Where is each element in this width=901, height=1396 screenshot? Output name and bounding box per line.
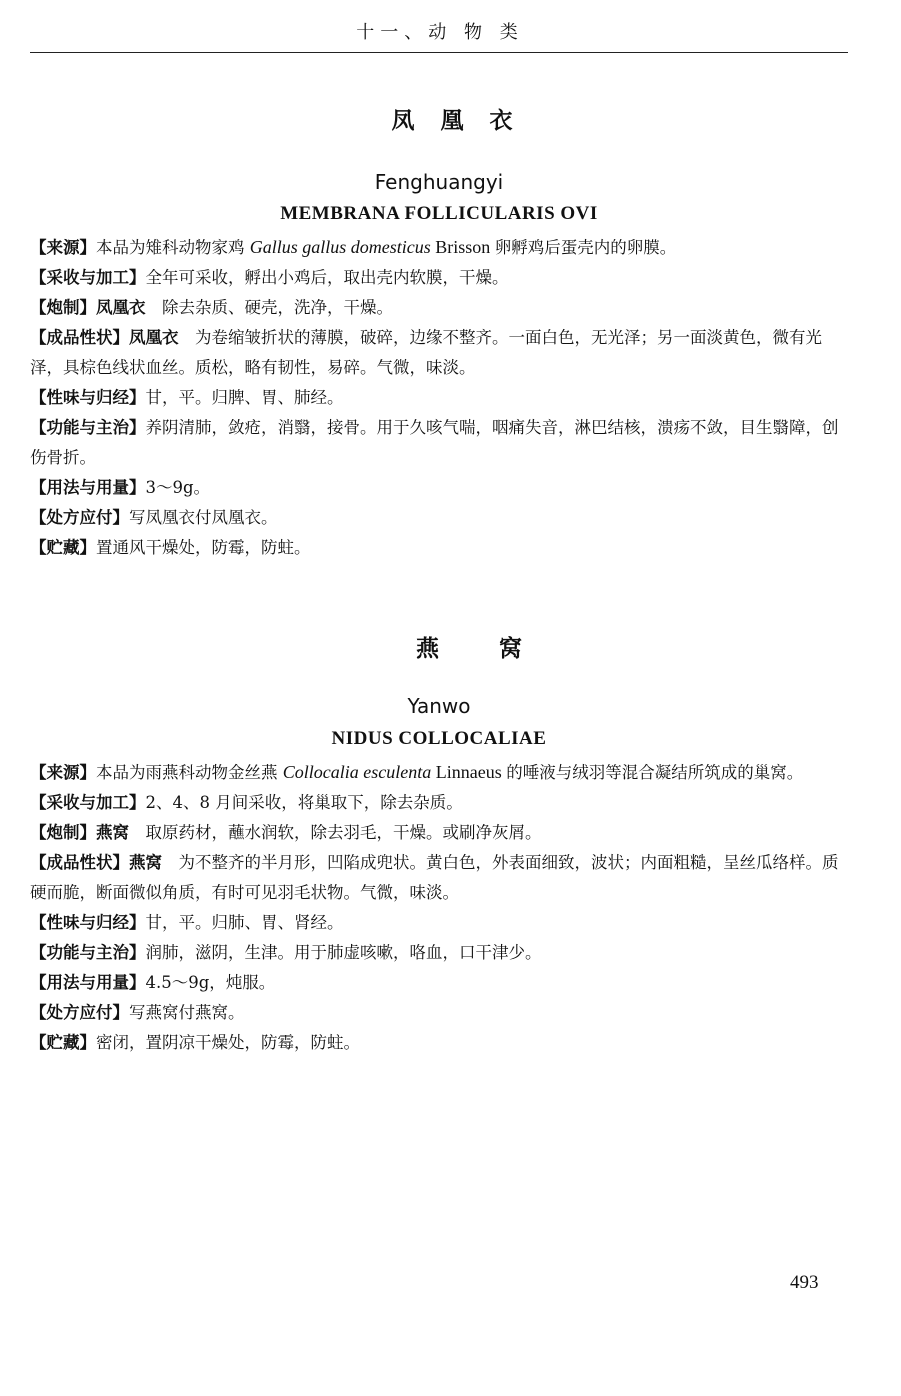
section-label: 【炮制】凤凰衣: [30, 298, 146, 317]
species-name: Collocalia esculenta: [282, 762, 432, 782]
section-label: 【功能与主治】: [30, 418, 146, 437]
entry-body: [30, 232, 848, 563]
storage-paragraph: 【贮藏】置通风干燥处，防霉，防蛀。: [30, 538, 311, 557]
section-label: 【功能与主治】: [30, 943, 146, 962]
dosage-paragraph: 【用法与用量】4.5～9g，炖服。: [30, 973, 276, 992]
section-label: 【成品性状】凤凰衣: [30, 328, 179, 347]
section-label: 【用法与用量】: [30, 478, 146, 497]
storage-paragraph: 【贮藏】密闭，置阴凉干燥处，防霉，防蛀。: [30, 1033, 360, 1052]
entry-title: 凤凰衣: [391, 108, 539, 134]
description-paragraph: 【成品性状】燕窝 为不整齐的半月形，凹陷成兜状。黄白色，外表面细致，波状；内面粗糙，呈丝瓜络样。质硬而脆，断面微似角质，有时可见羽毛状物。气微，味淡。: [30, 853, 839, 902]
section-label: 【贮藏】: [30, 538, 96, 557]
nature-paragraph: 【性味与归经】甘，平。归肺、胃、肾经。: [30, 913, 344, 932]
section-label: 【来源】: [30, 763, 96, 782]
processing-paragraph: 【炮制】凤凰衣 除去杂质、硬壳，洗净，干燥。: [30, 298, 393, 317]
section-label: 【用法与用量】: [30, 973, 146, 992]
section-label: 【采收与加工】: [30, 268, 146, 287]
functions-paragraph: 【功能与主治】润肺，滋阴，生津。用于肺虚咳嗽，咯血，口干津少。: [30, 943, 542, 962]
section-label: 【炮制】燕窝: [30, 823, 129, 842]
prescription-paragraph: 【处方应付】写燕窝付燕窝。: [30, 1003, 245, 1022]
section-label: 【成品性状】燕窝: [30, 853, 162, 872]
running-header: 十一、动 物 类: [356, 22, 524, 43]
source-paragraph: 【来源】本品为雨燕科动物金丝燕 Collocalia esculenta Linnaeus 的唾液与绒羽等混合凝结所筑成的巢窝。: [30, 762, 804, 782]
section-label: 【采收与加工】: [30, 793, 146, 812]
entry-body: [30, 757, 848, 1058]
section-label: 【贮藏】: [30, 1033, 96, 1052]
functions-paragraph: 【功能与主治】养阴清肺，敛疮，消翳，接骨。用于久咳气喘，咽痛失音，淋巴结核，溃疡不敛，目生翳障，创伤骨折。: [30, 418, 839, 467]
species-author: Brisson: [430, 237, 495, 257]
page-number: 493: [790, 1272, 819, 1293]
section-label: 【性味与归经】: [30, 388, 146, 407]
nature-paragraph: 【性味与归经】甘，平。归脾、胃、肺经。: [30, 388, 344, 407]
entry-pinyin: Fenghuangyi: [374, 170, 504, 194]
prescription-paragraph: 【处方应付】写凤凰衣付凤凰衣。: [30, 508, 278, 527]
harvest-paragraph: 【采收与加工】全年可采收，孵出小鸡后，取出壳内软膜，干燥。: [30, 268, 509, 287]
header-rule: [30, 52, 848, 53]
section-label: 【性味与归经】: [30, 913, 146, 932]
section-label: 【来源】: [30, 238, 96, 257]
description-paragraph: 【成品性状】凤凰衣 为卷缩皱折状的薄膜，破碎，边缘不整齐。一面白色，无光泽；另一面淡黄色，微有光泽，具棕色线状血丝。质松，略有韧性，易碎。气微，味淡。: [30, 328, 822, 377]
processing-paragraph: 【炮制】燕窝 取原药材，蘸水润软，除去羽毛，干燥。或刷净灰屑。: [30, 823, 542, 842]
entry-pinyin: Yanwo: [407, 694, 471, 718]
harvest-paragraph: 【采收与加工】2、4、8 月间采收，将巢取下，除去杂质。: [30, 793, 463, 812]
section-label: 【处方应付】: [30, 508, 129, 527]
section-label: 【处方应付】: [30, 1003, 129, 1022]
entry-latin-name: NIDUS COLLOCALIAE: [331, 728, 547, 749]
entry-title: 燕窝: [416, 636, 582, 662]
species-name: Gallus gallus domesticus: [249, 237, 431, 257]
species-author: Linnaeus: [431, 762, 507, 782]
entry-latin-name: MEMBRANA FOLLICULARIS OVI: [280, 203, 598, 224]
source-paragraph: 【来源】本品为雉科动物家鸡 Gallus gallus domesticus Brisson 卵孵鸡后蛋壳内的卵膜。: [30, 237, 677, 257]
dosage-paragraph: 【用法与用量】3～9g。: [30, 478, 211, 497]
